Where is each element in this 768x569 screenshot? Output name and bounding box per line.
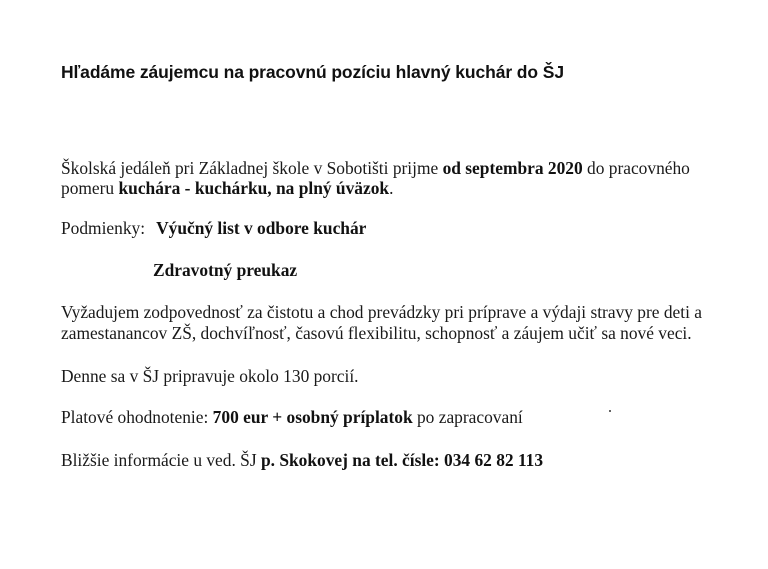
salary-label: Platové ohodnotenie: <box>61 407 213 427</box>
contact-label: Bližšie informácie u ved. ŠJ <box>61 450 261 470</box>
condition-item-1: Výučný list v odbore kuchár <box>156 218 367 238</box>
salary-line <box>61 407 523 428</box>
contact-line <box>61 450 543 471</box>
intro-period: . <box>389 178 394 198</box>
intro-line-1 <box>61 158 690 179</box>
intro-line-2 <box>61 178 393 199</box>
document-title: Hľadáme záujemcu na pracovnú pozíciu hlavný kuchár do ŠJ <box>61 62 564 82</box>
requirements-line-1: Vyžadujem zodpovednosť za čistotu a chod prevádzky pri príprave a výdaji stravy pre deti a <box>61 302 702 322</box>
portions-line: Denne sa v ŠJ pripravuje okolo 130 porcií. <box>61 366 359 386</box>
conditions-line <box>61 218 366 239</box>
scan-speck <box>609 410 611 412</box>
start-date: od septembra 2020 <box>442 158 583 178</box>
contact-details: p. Skokovej na tel. čísle: 034 62 82 113 <box>260 450 544 470</box>
conditions-label: Podmienky: <box>61 218 146 238</box>
intro-text-2: do pracovného <box>582 158 690 178</box>
intro-text-3: pomeru <box>61 178 119 198</box>
salary-amount: 700 eur + osobný príplatok <box>212 407 413 427</box>
salary-suffix: po zapracovaní <box>412 407 523 427</box>
condition-item-2: Zdravotný preukaz <box>153 260 298 280</box>
condition-item-2-line <box>153 260 297 281</box>
intro-text-1: Školská jedáleň pri Základnej škole v Sobotišti prijme <box>61 158 443 178</box>
requirements-line-2: zamestanancov ZŠ, dochvíľnosť, časovú flexibilitu, schopnosť a záujem učiť sa nové veci. <box>61 323 692 343</box>
position-type: kuchára - kuchárku, na plný úväzok <box>118 178 390 198</box>
